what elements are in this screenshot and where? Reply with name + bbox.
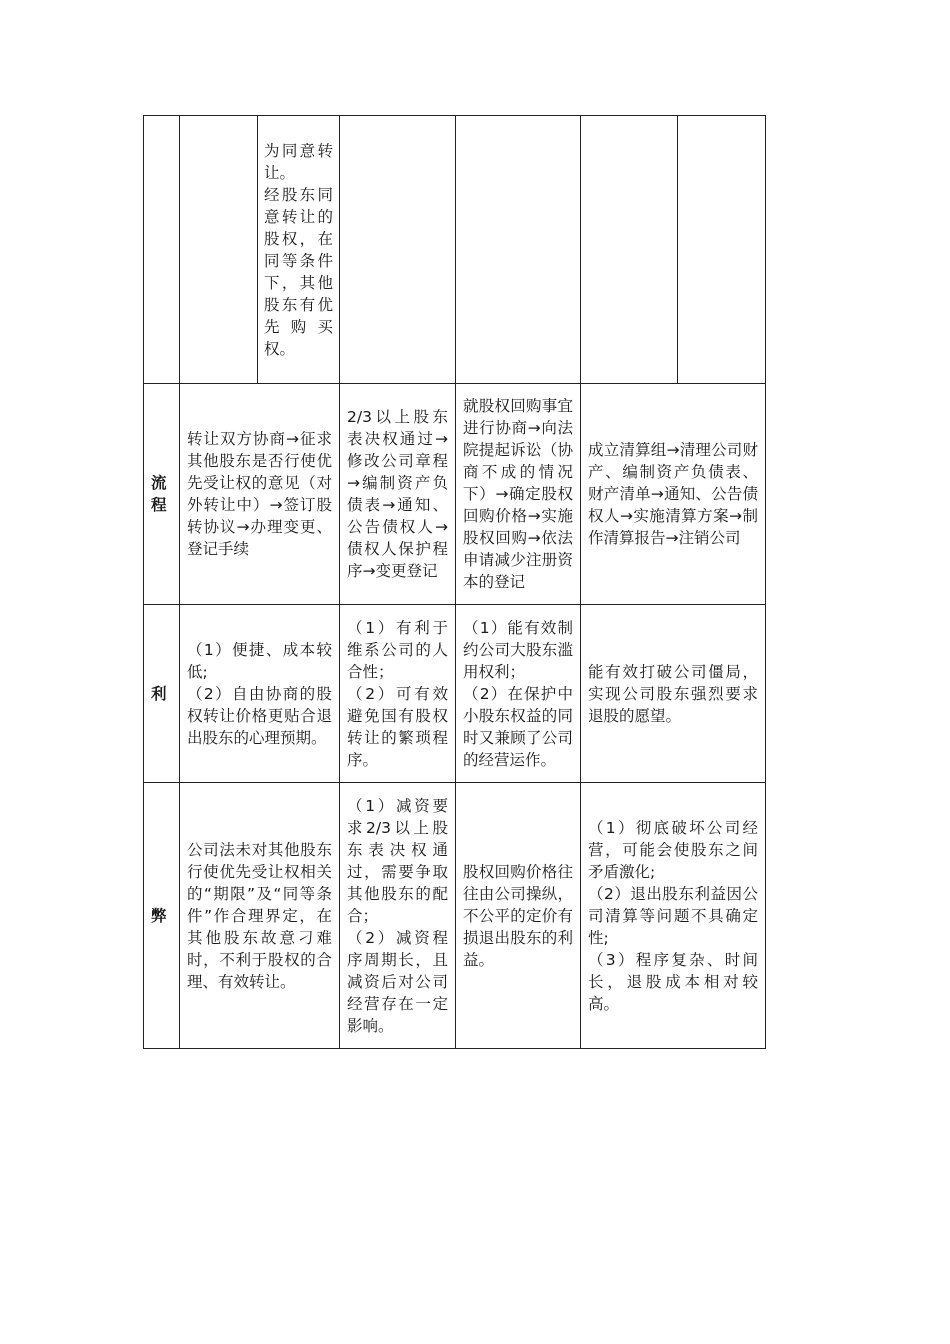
cons-dissolve-1: （1）彻底破坏公司经营，可能会使股东之间矛盾激化;	[588, 818, 758, 881]
cons-reduce-2: （2）减资程序周期长，且减资后对公司经营存在一定影响。	[347, 928, 448, 1035]
table-row-continued	[144, 116, 766, 384]
row-head-empty	[144, 116, 180, 384]
table-row-cons	[144, 783, 766, 1049]
table-row-process	[144, 384, 766, 605]
cell-process-dissolve: 成立清算组→清理公司财产、编制资产负债表、财产清单→通知、公告债权人→实施清算方案→制作清算报告→注销公司	[581, 384, 766, 605]
cell-pros-reduce	[340, 605, 456, 783]
pros-transfer-2: （2）自由协商的股权转让价格更贴合退出股东的心理预期。	[187, 684, 332, 747]
transfer-rule-text-2: 经股东同意转让的股权，在同等条件下，其他股东有优先购买权。	[264, 185, 333, 358]
equity-exit-comparison-table	[143, 115, 766, 1049]
cell-pros-transfer	[180, 605, 340, 783]
cell-process-reduce: 2/3以上股东表决权通过→修改公司章程→编制资产负债表→通知、公告债权人→债权人保护程序→变更登记	[340, 384, 456, 605]
transfer-rule-text-1: 为同意转让。	[264, 141, 333, 182]
pros-buyback-1: （1）能有效制约公司大股东滥用权利；	[463, 618, 573, 681]
cell-process-buyback: 就股权回购事宜进行协商→向法院提起诉讼（协商不成的情况下）→确定股权回购价格→实施股权回购→依法申请减少注册资本的登记	[456, 384, 581, 605]
cell-pros-buyback	[456, 605, 581, 783]
cell-process-transfer: 转让双方协商→征求其他股东是否行使优先受让权的意见（对外转让中）→签订股转协议→办理变更、登记手续	[180, 384, 340, 605]
cons-reduce-1: （1）减资要求2/3以上股东表决权通过，需要争取其他股东的配合；	[347, 796, 448, 925]
cell-transfer-rule	[258, 116, 340, 384]
cell-cons-buyback: 股权回购价格往往由公司操纵，不公平的定价有损退出股东的利益。	[456, 783, 581, 1049]
cell-cons-dissolve	[581, 783, 766, 1049]
cell-empty	[678, 116, 766, 384]
cell-empty	[456, 116, 581, 384]
cell-empty	[581, 116, 678, 384]
pros-reduce-2: （2）可有效避免国有股权转让的繁琐程序。	[347, 684, 448, 769]
cell-empty	[340, 116, 456, 384]
cell-empty	[180, 116, 258, 384]
cons-dissolve-2: （2）退出股东利益因公司清算等问题不具确定性;	[588, 884, 758, 947]
pros-transfer-1: （1）便捷、成本较低;	[187, 640, 332, 681]
table-row-pros	[144, 605, 766, 783]
cell-pros-dissolve: 能有效打破公司僵局，实现公司股东强烈要求退股的愿望。	[581, 605, 766, 783]
pros-buyback-2: （2）在保护中小股东权益的同时又兼顾了公司的经营运作。	[463, 684, 573, 769]
pros-reduce-1: （1）有利于维系公司的人合性；	[347, 618, 448, 681]
row-head-pros: 利	[144, 605, 180, 783]
cell-cons-reduce	[340, 783, 456, 1049]
row-head-cons: 弊	[144, 783, 180, 1049]
cell-cons-transfer: 公司法未对其他股东行使优先受让权相关的“期限”及“同等条件”作合理界定，在其他股东故意刁难时，不利于股权的合理、有效转让。	[180, 783, 340, 1049]
row-head-process: 流程	[144, 384, 180, 605]
cons-dissolve-3: （3）程序复杂、时间长，退股成本相对较高。	[588, 950, 758, 1013]
